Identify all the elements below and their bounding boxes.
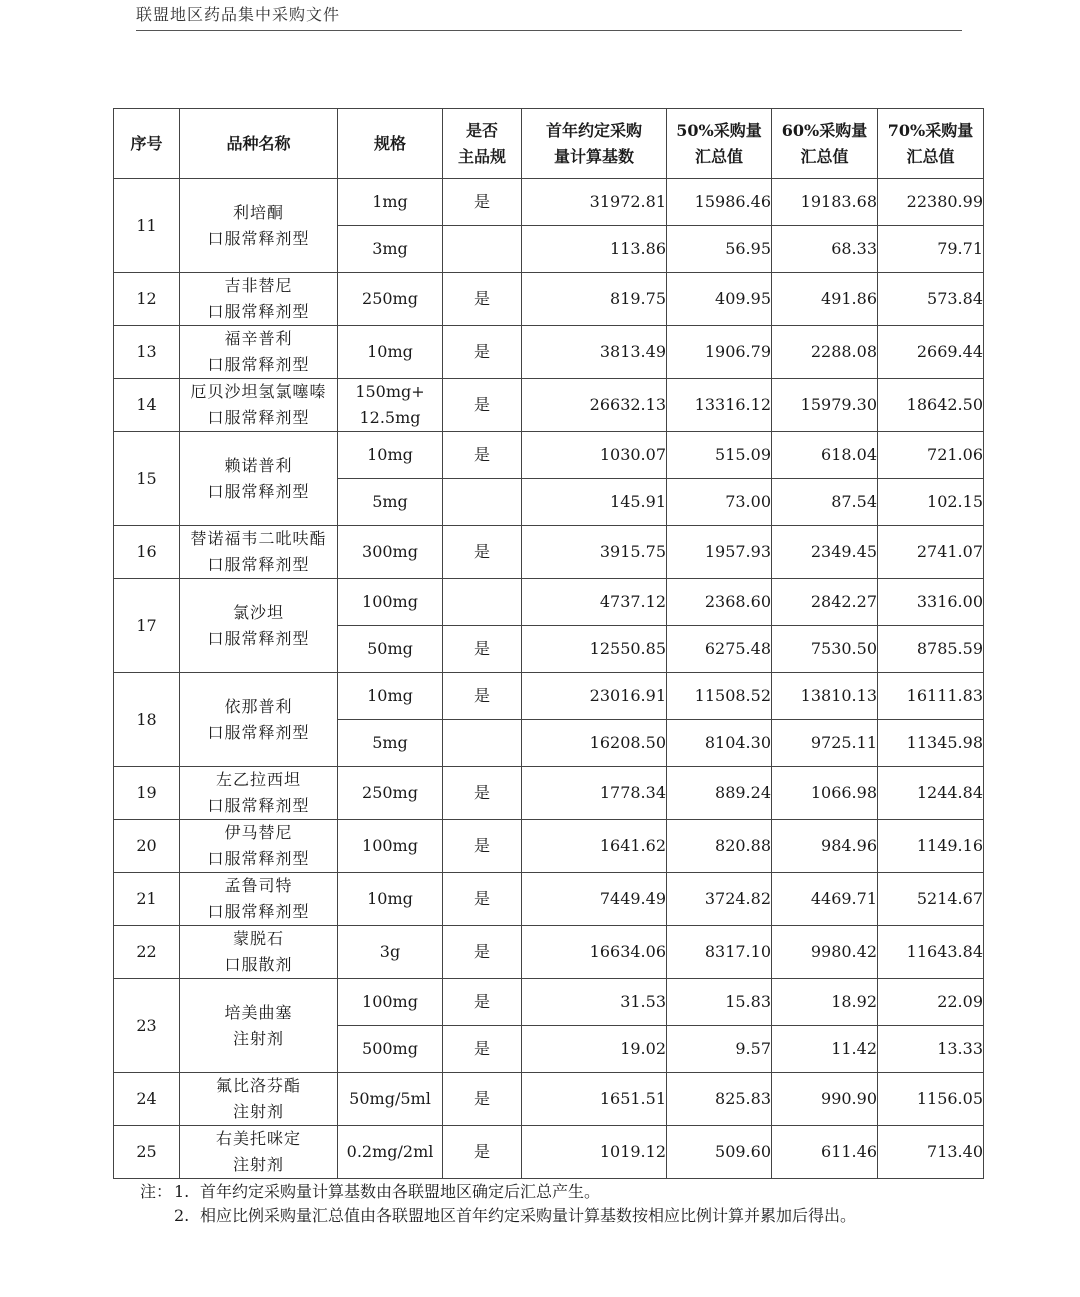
spec-line: 100mg bbox=[362, 836, 418, 855]
drug-name-line: 福辛普利 bbox=[224, 329, 293, 348]
p70-total-cell: 22.09 bbox=[878, 979, 984, 1026]
footnote-label: 注： bbox=[140, 1182, 173, 1201]
p50-total-cell: 11508.52 bbox=[667, 673, 772, 720]
serial-number-cell: 21 bbox=[114, 873, 180, 926]
serial-number-cell: 13 bbox=[114, 326, 180, 379]
drug-name-line: 赖诺普利 bbox=[224, 455, 293, 475]
drug-name-line: 口服常释剂型 bbox=[207, 722, 310, 742]
serial-number-cell: 20 bbox=[114, 820, 180, 873]
drug-name-line: 氯沙坦 bbox=[232, 602, 284, 622]
procurement-table bbox=[113, 108, 984, 1179]
spec-cell bbox=[338, 1026, 443, 1073]
spec-cell bbox=[338, 720, 443, 767]
drug-name-line: 口服散剂 bbox=[224, 955, 293, 974]
p60-total-cell: 1066.98 bbox=[772, 767, 878, 820]
column-header bbox=[522, 109, 667, 179]
p60-total-cell: 9980.42 bbox=[772, 926, 878, 979]
serial-number-cell: 22 bbox=[114, 926, 180, 979]
serial-number-cell: 25 bbox=[114, 1126, 180, 1179]
base-quantity-cell: 1641.62 bbox=[522, 820, 667, 873]
drug-name-line: 蒙脱石 bbox=[232, 929, 284, 948]
spec-line: 1mg bbox=[372, 192, 408, 211]
drug-name-line: 注射剂 bbox=[232, 1155, 284, 1174]
base-quantity-cell: 16208.50 bbox=[522, 720, 667, 767]
serial-number-cell: 24 bbox=[114, 1073, 180, 1126]
drug-name-cell bbox=[180, 767, 338, 820]
drug-name-line: 氟比洛芬酯 bbox=[215, 1076, 301, 1095]
table-row bbox=[114, 767, 984, 820]
column-header-text: 70%采购量 bbox=[887, 120, 974, 140]
footnote-1 bbox=[140, 1180, 960, 1204]
drug-name-cell bbox=[180, 979, 338, 1073]
main-spec-flag-cell: 是 bbox=[443, 1073, 522, 1126]
table-row bbox=[114, 273, 984, 326]
drug-name-cell bbox=[180, 379, 338, 432]
drug-name-cell bbox=[180, 926, 338, 979]
base-quantity-cell: 3813.49 bbox=[522, 326, 667, 379]
table-row bbox=[114, 379, 984, 432]
table-row bbox=[114, 820, 984, 873]
main-spec-flag-cell: 是 bbox=[443, 1126, 522, 1179]
table-row bbox=[114, 432, 984, 479]
spec-line: 10mg bbox=[367, 445, 413, 464]
main-spec-flag-cell: 是 bbox=[443, 379, 522, 432]
p60-total-cell: 2288.08 bbox=[772, 326, 878, 379]
drug-name-line: 口服常释剂型 bbox=[207, 555, 310, 574]
p70-total-cell: 1156.05 bbox=[878, 1073, 984, 1126]
base-quantity-cell: 19.02 bbox=[522, 1026, 667, 1073]
p50-total-cell: 825.83 bbox=[667, 1073, 772, 1126]
table-row bbox=[114, 1126, 984, 1179]
p70-total-cell: 573.84 bbox=[878, 273, 984, 326]
column-header bbox=[338, 109, 443, 179]
spec-cell bbox=[338, 179, 443, 226]
drug-name-line: 注射剂 bbox=[232, 1028, 284, 1048]
serial-number-cell: 12 bbox=[114, 273, 180, 326]
header-divider bbox=[136, 30, 962, 31]
main-spec-flag-cell bbox=[443, 720, 522, 767]
p50-total-cell: 515.09 bbox=[667, 432, 772, 479]
main-spec-flag-cell: 是 bbox=[443, 820, 522, 873]
drug-name-line: 口服常释剂型 bbox=[207, 796, 310, 815]
spec-cell bbox=[338, 479, 443, 526]
spec-cell bbox=[338, 1126, 443, 1179]
p50-total-cell: 8104.30 bbox=[667, 720, 772, 767]
base-quantity-cell: 3915.75 bbox=[522, 526, 667, 579]
drug-name-line: 依那普利 bbox=[224, 696, 293, 716]
table-row bbox=[114, 526, 984, 579]
p70-total-cell: 22380.99 bbox=[878, 179, 984, 226]
p70-total-cell: 16111.83 bbox=[878, 673, 984, 720]
p50-total-cell: 6275.48 bbox=[667, 626, 772, 673]
base-quantity-cell: 819.75 bbox=[522, 273, 667, 326]
main-spec-flag-cell: 是 bbox=[443, 767, 522, 820]
drug-name-line: 口服常释剂型 bbox=[207, 628, 310, 648]
spec-line: 3mg bbox=[372, 239, 408, 258]
p60-total-cell: 9725.11 bbox=[772, 720, 878, 767]
spec-cell bbox=[338, 326, 443, 379]
p60-total-cell: 13810.13 bbox=[772, 673, 878, 720]
table-row bbox=[114, 1073, 984, 1126]
spec-line: 5mg bbox=[372, 733, 408, 752]
footnote-text: 首年约定采购量计算基数由各联盟地区确定后汇总产生。 bbox=[200, 1182, 601, 1201]
drug-name-line: 口服常释剂型 bbox=[207, 902, 310, 921]
p70-total-cell: 2741.07 bbox=[878, 526, 984, 579]
column-header bbox=[772, 109, 878, 179]
footnote-2 bbox=[140, 1204, 960, 1228]
serial-number-cell: 16 bbox=[114, 526, 180, 579]
p70-total-cell: 3316.00 bbox=[878, 579, 984, 626]
column-header bbox=[443, 109, 522, 179]
drug-name-line: 培美曲塞 bbox=[224, 1002, 293, 1022]
serial-number-cell: 19 bbox=[114, 767, 180, 820]
p70-total-cell: 713.40 bbox=[878, 1126, 984, 1179]
drug-name-cell bbox=[180, 1126, 338, 1179]
drug-name-cell bbox=[180, 579, 338, 673]
drug-name-line: 口服常释剂型 bbox=[207, 481, 310, 501]
drug-name-cell bbox=[180, 673, 338, 767]
spec-cell bbox=[338, 873, 443, 926]
spec-cell bbox=[338, 273, 443, 326]
spec-cell bbox=[338, 1073, 443, 1126]
serial-number-cell: 14 bbox=[114, 379, 180, 432]
drug-name-line: 左乙拉西坦 bbox=[215, 770, 301, 789]
spec-line: 10mg bbox=[367, 686, 413, 705]
spec-cell bbox=[338, 626, 443, 673]
drug-name-line: 口服常释剂型 bbox=[207, 302, 310, 321]
drug-name-cell bbox=[180, 432, 338, 526]
drug-name-cell bbox=[180, 326, 338, 379]
base-quantity-cell: 113.86 bbox=[522, 226, 667, 273]
main-spec-flag-cell: 是 bbox=[443, 432, 522, 479]
table-header-row bbox=[114, 109, 984, 179]
p50-total-cell: 3724.82 bbox=[667, 873, 772, 926]
serial-number-cell: 15 bbox=[114, 432, 180, 526]
p60-total-cell: 68.33 bbox=[772, 226, 878, 273]
p70-total-cell: 5214.67 bbox=[878, 873, 984, 926]
p60-total-cell: 491.86 bbox=[772, 273, 878, 326]
table-row bbox=[114, 326, 984, 379]
drug-name-line: 注射剂 bbox=[232, 1102, 284, 1121]
p60-total-cell: 7530.50 bbox=[772, 626, 878, 673]
p70-total-cell: 721.06 bbox=[878, 432, 984, 479]
column-header bbox=[180, 109, 338, 179]
footnotes bbox=[140, 1180, 960, 1228]
base-quantity-cell: 1651.51 bbox=[522, 1073, 667, 1126]
spec-line: 100mg bbox=[362, 992, 418, 1011]
drug-name-cell bbox=[180, 273, 338, 326]
drug-name-line: 口服常释剂型 bbox=[207, 355, 310, 374]
p60-total-cell: 15979.30 bbox=[772, 379, 878, 432]
column-header bbox=[114, 109, 180, 179]
footnote-number: 1. bbox=[174, 1182, 190, 1201]
column-header bbox=[878, 109, 984, 179]
spec-cell bbox=[338, 379, 443, 432]
drug-name-line: 替诺福韦二吡呋酯 bbox=[190, 529, 327, 548]
p50-total-cell: 15986.46 bbox=[667, 179, 772, 226]
main-spec-flag-cell: 是 bbox=[443, 673, 522, 720]
spec-cell bbox=[338, 526, 443, 579]
table-row bbox=[114, 873, 984, 926]
p50-total-cell: 2368.60 bbox=[667, 579, 772, 626]
base-quantity-cell: 1019.12 bbox=[522, 1126, 667, 1179]
spec-cell bbox=[338, 673, 443, 720]
drug-name-line: 伊马替尼 bbox=[224, 823, 293, 842]
main-spec-flag-cell bbox=[443, 479, 522, 526]
main-spec-flag-cell: 是 bbox=[443, 926, 522, 979]
drug-name-line: 口服常释剂型 bbox=[207, 408, 310, 427]
serial-number-cell: 17 bbox=[114, 579, 180, 673]
p50-total-cell: 409.95 bbox=[667, 273, 772, 326]
spec-cell bbox=[338, 226, 443, 273]
main-spec-flag-cell: 是 bbox=[443, 179, 522, 226]
spec-line: 250mg bbox=[362, 783, 418, 802]
document-header: 联盟地区药品集中采购文件 bbox=[136, 5, 341, 24]
spec-line: 250mg bbox=[362, 289, 418, 308]
column-header-text: 汇总值 bbox=[694, 146, 743, 166]
p60-total-cell: 611.46 bbox=[772, 1126, 878, 1179]
column-header-text: 品种名称 bbox=[226, 133, 291, 153]
spec-line: 0.2mg/2ml bbox=[346, 1142, 434, 1161]
main-spec-flag-cell bbox=[443, 579, 522, 626]
column-header-text: 首年约定采购 bbox=[545, 120, 642, 140]
p60-total-cell: 990.90 bbox=[772, 1073, 878, 1126]
p70-total-cell: 2669.44 bbox=[878, 326, 984, 379]
spec-line: 300mg bbox=[362, 542, 418, 561]
spec-line: 5mg bbox=[372, 492, 408, 511]
base-quantity-cell: 31972.81 bbox=[522, 179, 667, 226]
spec-cell bbox=[338, 579, 443, 626]
drug-name-cell bbox=[180, 526, 338, 579]
p60-total-cell: 18.92 bbox=[772, 979, 878, 1026]
base-quantity-cell: 4737.12 bbox=[522, 579, 667, 626]
p50-total-cell: 889.24 bbox=[667, 767, 772, 820]
p50-total-cell: 1906.79 bbox=[667, 326, 772, 379]
column-header-text: 主品规 bbox=[457, 146, 506, 166]
main-spec-flag-cell: 是 bbox=[443, 1026, 522, 1073]
footnote-text: 相应比例采购量汇总值由各联盟地区首年约定采购量计算基数按相应比例计算并累加后得出。 bbox=[200, 1206, 857, 1225]
drug-name-line: 口服常释剂型 bbox=[207, 849, 310, 868]
p70-total-cell: 13.33 bbox=[878, 1026, 984, 1073]
table-body bbox=[114, 179, 984, 1179]
base-quantity-cell: 16634.06 bbox=[522, 926, 667, 979]
table-row bbox=[114, 926, 984, 979]
p60-total-cell: 4469.71 bbox=[772, 873, 878, 926]
main-spec-flag-cell bbox=[443, 226, 522, 273]
serial-number-cell: 23 bbox=[114, 979, 180, 1073]
column-header-text: 是否 bbox=[465, 120, 498, 140]
column-header-text: 60%采购量 bbox=[781, 120, 868, 140]
p50-total-cell: 56.95 bbox=[667, 226, 772, 273]
p50-total-cell: 1957.93 bbox=[667, 526, 772, 579]
spec-cell bbox=[338, 979, 443, 1026]
p60-total-cell: 19183.68 bbox=[772, 179, 878, 226]
p70-total-cell: 11643.84 bbox=[878, 926, 984, 979]
base-quantity-cell: 12550.85 bbox=[522, 626, 667, 673]
column-header-text: 序号 bbox=[130, 133, 163, 153]
serial-number-cell: 18 bbox=[114, 673, 180, 767]
p50-total-cell: 509.60 bbox=[667, 1126, 772, 1179]
p70-total-cell: 11345.98 bbox=[878, 720, 984, 767]
base-quantity-cell: 145.91 bbox=[522, 479, 667, 526]
table-row bbox=[114, 979, 984, 1026]
column-header-text: 汇总值 bbox=[906, 146, 955, 166]
p70-total-cell: 8785.59 bbox=[878, 626, 984, 673]
base-quantity-cell: 31.53 bbox=[522, 979, 667, 1026]
drug-name-cell bbox=[180, 873, 338, 926]
column-header-text: 量计算基数 bbox=[553, 146, 634, 166]
p70-total-cell: 18642.50 bbox=[878, 379, 984, 432]
p50-total-cell: 8317.10 bbox=[667, 926, 772, 979]
p70-total-cell: 79.71 bbox=[878, 226, 984, 273]
p60-total-cell: 11.42 bbox=[772, 1026, 878, 1073]
spec-line: 3g bbox=[379, 942, 401, 961]
base-quantity-cell: 7449.49 bbox=[522, 873, 667, 926]
drug-name-line: 右美托咪定 bbox=[215, 1129, 301, 1148]
spec-cell bbox=[338, 926, 443, 979]
p60-total-cell: 2842.27 bbox=[772, 579, 878, 626]
column-header bbox=[667, 109, 772, 179]
drug-name-line: 厄贝沙坦氢氯噻嗪 bbox=[190, 382, 327, 401]
base-quantity-cell: 26632.13 bbox=[522, 379, 667, 432]
main-spec-flag-cell: 是 bbox=[443, 326, 522, 379]
spec-line: 500mg bbox=[362, 1039, 418, 1058]
main-spec-flag-cell: 是 bbox=[443, 526, 522, 579]
p70-total-cell: 1244.84 bbox=[878, 767, 984, 820]
main-spec-flag-cell: 是 bbox=[443, 979, 522, 1026]
spec-cell bbox=[338, 432, 443, 479]
column-header-text: 规格 bbox=[373, 133, 406, 153]
drug-name-line: 利培酮 bbox=[232, 202, 284, 222]
column-header-text: 汇总值 bbox=[800, 146, 849, 166]
drug-name-line: 口服常释剂型 bbox=[207, 228, 310, 248]
table-row bbox=[114, 179, 984, 226]
spec-line: 150mg+ bbox=[355, 382, 425, 401]
spec-cell bbox=[338, 767, 443, 820]
footnote-number: 2. bbox=[174, 1206, 190, 1225]
table-row bbox=[114, 673, 984, 720]
drug-name-cell bbox=[180, 179, 338, 273]
drug-name-cell bbox=[180, 1073, 338, 1126]
p60-total-cell: 618.04 bbox=[772, 432, 878, 479]
base-quantity-cell: 23016.91 bbox=[522, 673, 667, 720]
column-header-text: 50%采购量 bbox=[676, 120, 762, 140]
p60-total-cell: 984.96 bbox=[772, 820, 878, 873]
main-spec-flag-cell: 是 bbox=[443, 273, 522, 326]
p70-total-cell: 102.15 bbox=[878, 479, 984, 526]
spec-line: 50mg bbox=[367, 639, 413, 658]
serial-number-cell: 11 bbox=[114, 179, 180, 273]
spec-line: 10mg bbox=[367, 342, 413, 361]
p50-total-cell: 73.00 bbox=[667, 479, 772, 526]
main-spec-flag-cell: 是 bbox=[443, 873, 522, 926]
base-quantity-cell: 1030.07 bbox=[522, 432, 667, 479]
spec-line: 50mg/5ml bbox=[349, 1089, 431, 1108]
main-spec-flag-cell: 是 bbox=[443, 626, 522, 673]
p50-total-cell: 13316.12 bbox=[667, 379, 772, 432]
drug-name-cell bbox=[180, 820, 338, 873]
drug-name-line: 孟鲁司特 bbox=[224, 876, 293, 895]
p70-total-cell: 1149.16 bbox=[878, 820, 984, 873]
p60-total-cell: 87.54 bbox=[772, 479, 878, 526]
p60-total-cell: 2349.45 bbox=[772, 526, 878, 579]
p50-total-cell: 15.83 bbox=[667, 979, 772, 1026]
spec-line: 10mg bbox=[367, 889, 413, 908]
drug-name-line: 吉非替尼 bbox=[224, 276, 293, 295]
spec-line: 100mg bbox=[362, 592, 418, 611]
base-quantity-cell: 1778.34 bbox=[522, 767, 667, 820]
p50-total-cell: 9.57 bbox=[667, 1026, 772, 1073]
table-row bbox=[114, 579, 984, 626]
spec-cell bbox=[338, 820, 443, 873]
p50-total-cell: 820.88 bbox=[667, 820, 772, 873]
spec-line: 12.5mg bbox=[359, 408, 421, 427]
